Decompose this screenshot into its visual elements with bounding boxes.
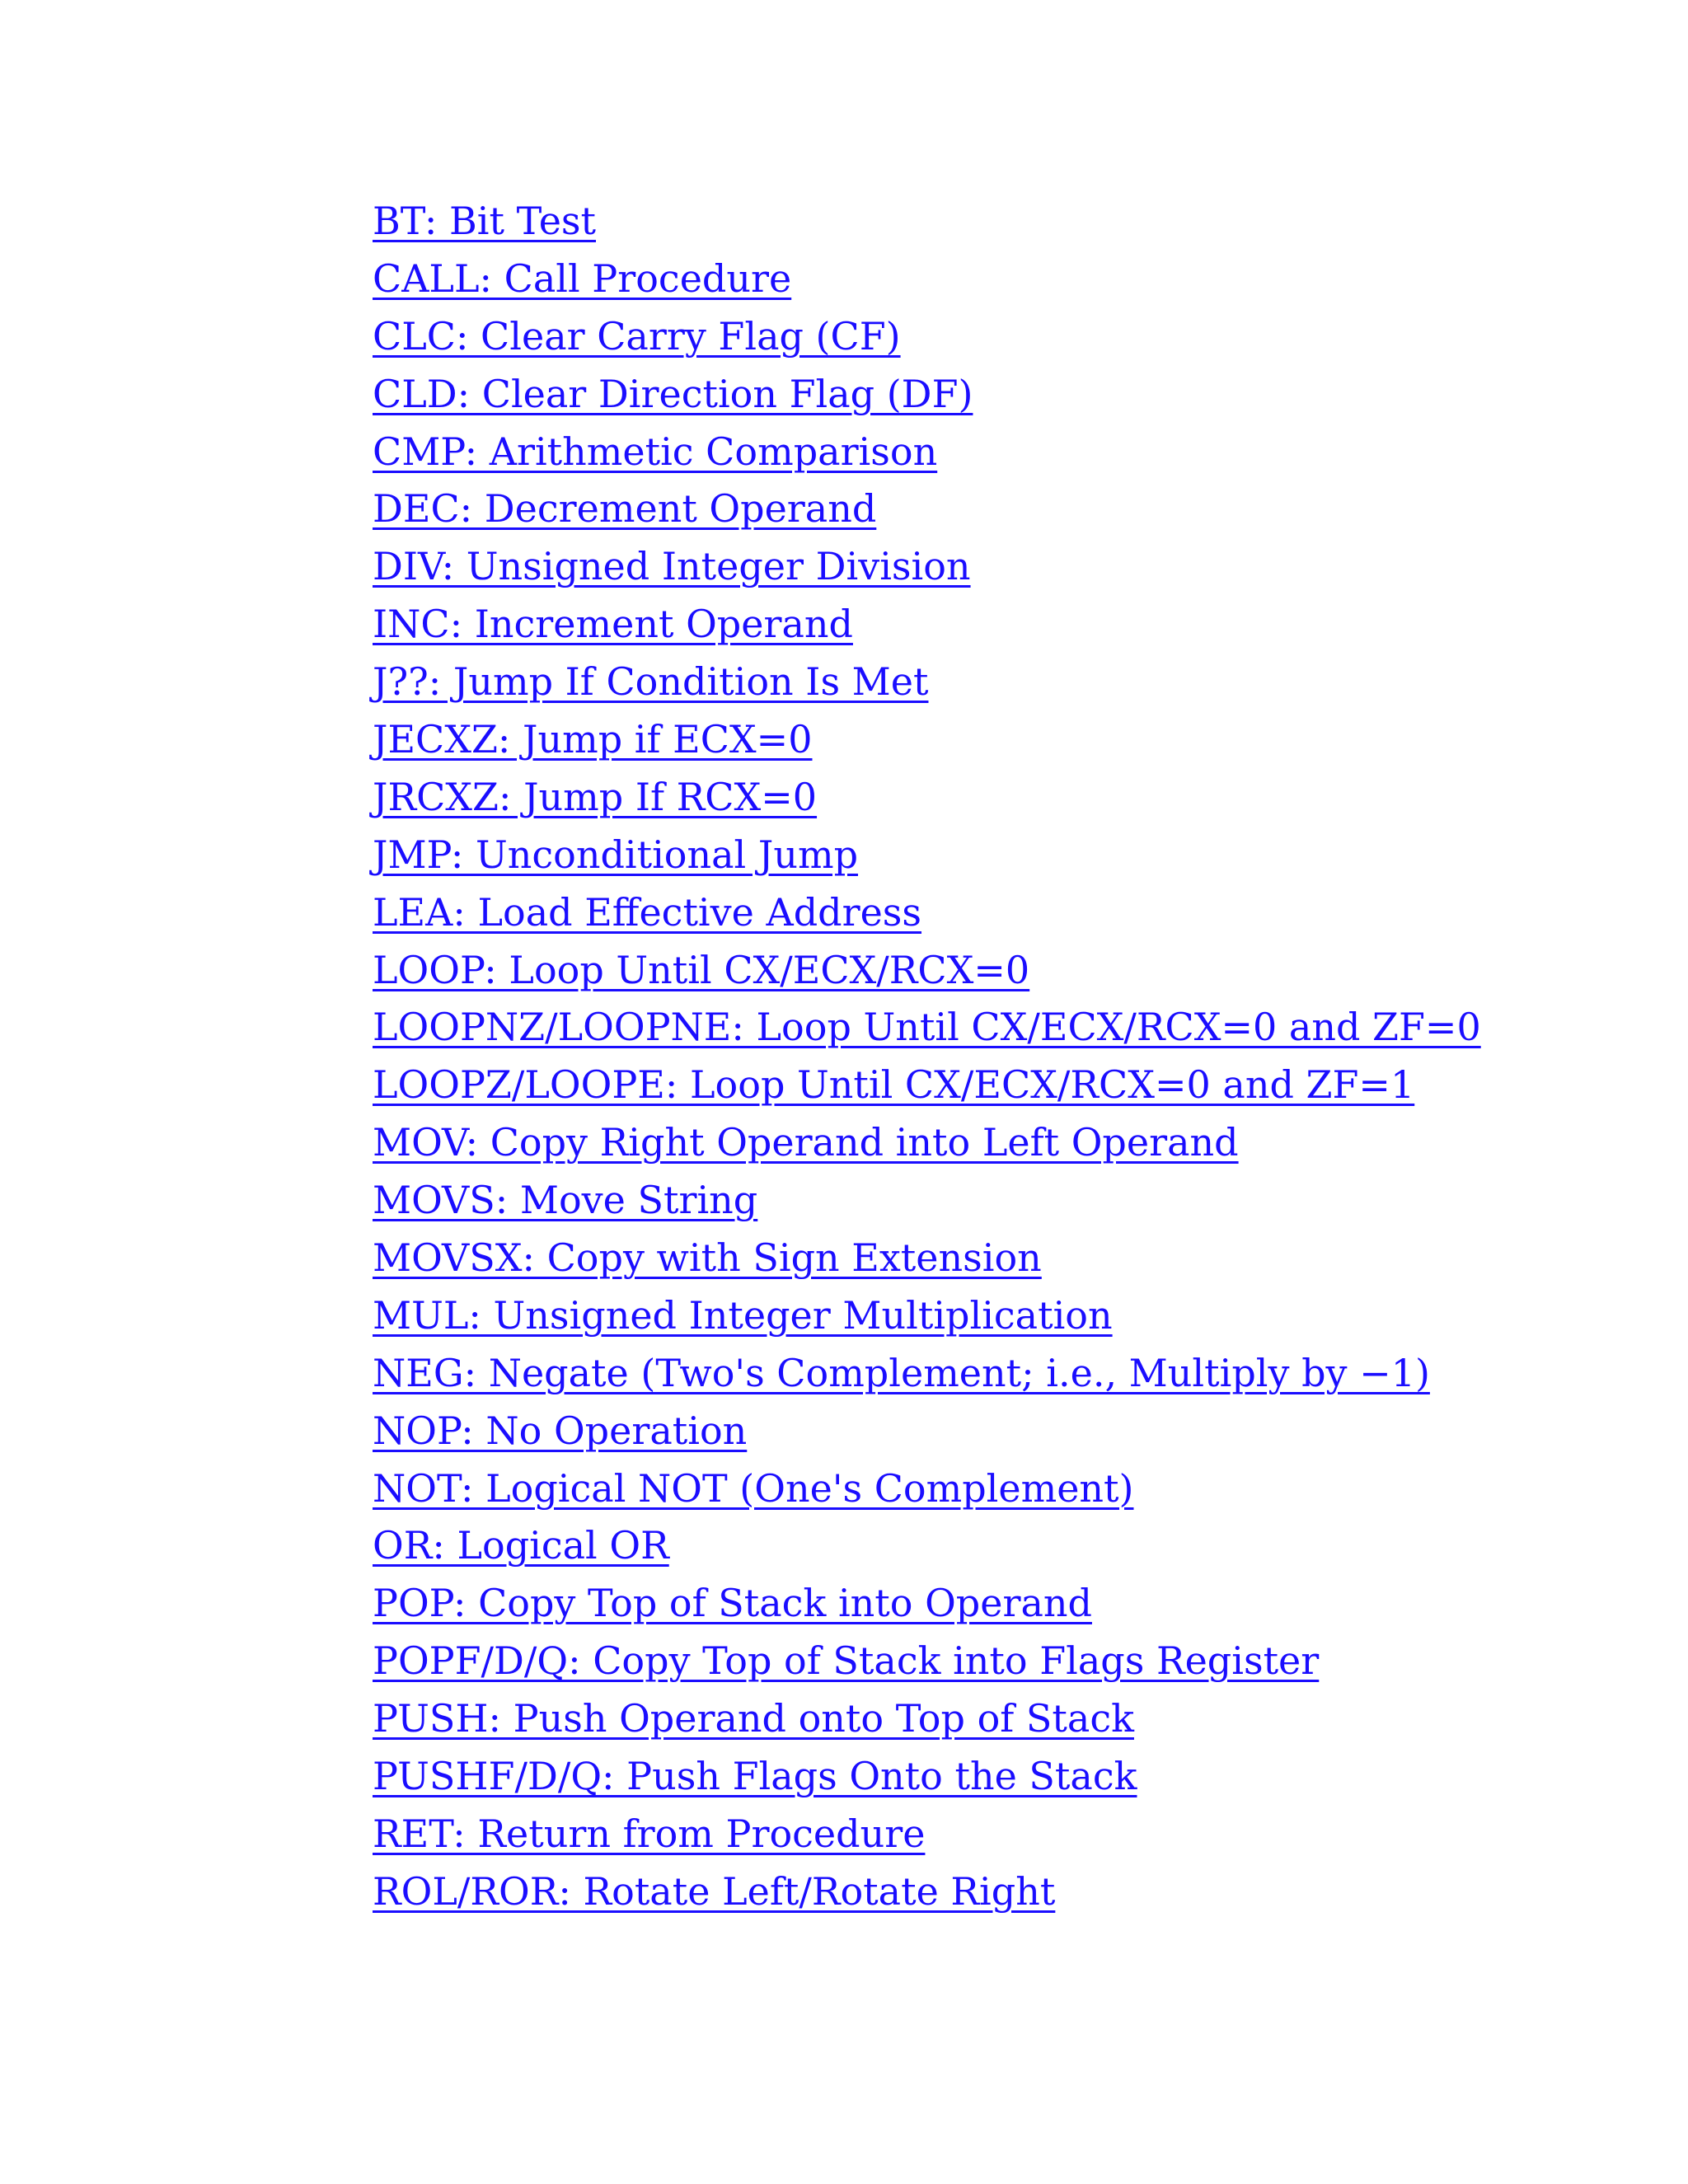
- list-item: [373, 1690, 1481, 1748]
- instruction-link-loopnz[interactable]: LOOPNZ/LOOPNE: Loop Until CX/ECX/RCX=0 and ZF=0: [373, 1005, 1481, 1050]
- instruction-link-cld[interactable]: CLD: Clear Direction Flag (DF): [373, 371, 973, 416]
- list-item: [373, 1114, 1481, 1172]
- instruction-link-jcc[interactable]: J??: Jump If Condition Is Met: [373, 659, 929, 705]
- instruction-link-bt[interactable]: BT: Bit Test: [373, 199, 597, 243]
- instruction-link-inc[interactable]: INC: Increment Operand: [373, 602, 853, 647]
- instruction-link-call[interactable]: CALL: Call Procedure: [373, 255, 792, 301]
- list-item: [373, 1403, 1481, 1460]
- instruction-link-loop[interactable]: LOOP: Loop Until CX/ECX/RCX=0: [373, 947, 1030, 992]
- instruction-link-dec[interactable]: DEC: Decrement Operand: [373, 486, 877, 532]
- instruction-link-mul[interactable]: MUL: Unsigned Integer Multiplication: [373, 1292, 1113, 1338]
- instruction-link-lea[interactable]: LEA: Load Effective Address: [373, 889, 922, 935]
- list-item: [373, 1575, 1481, 1633]
- instruction-link-or[interactable]: OR: Logical OR: [373, 1523, 669, 1568]
- instruction-link-rol-ror[interactable]: ROL/ROR: Rotate Left/Rotate Right: [373, 1868, 1056, 1914]
- list-item: [373, 1806, 1481, 1863]
- list-item: [373, 1748, 1481, 1806]
- instruction-link-not[interactable]: NOT: Logical NOT (One's Complement): [373, 1465, 1134, 1511]
- list-item: [373, 596, 1481, 654]
- instruction-link-cmp[interactable]: CMP: Arithmetic Comparison: [373, 429, 938, 474]
- instruction-link-jmp[interactable]: JMP: Unconditional Jump: [373, 832, 859, 877]
- list-item: [373, 769, 1481, 827]
- list-item: [373, 1863, 1481, 1921]
- instruction-link-neg[interactable]: NEG: Negate (Two's Complement; i.e., Multiply by −1): [373, 1350, 1430, 1395]
- instruction-link-clc[interactable]: CLC: Clear Carry Flag (CF): [373, 313, 901, 359]
- list-item: [373, 1460, 1481, 1518]
- instruction-link-push[interactable]: PUSH: Push Operand onto Top of Stack: [373, 1696, 1134, 1741]
- list-item: [373, 942, 1481, 1000]
- list-item: [373, 654, 1481, 711]
- instruction-link-pushf[interactable]: PUSHF/D/Q: Push Flags Onto the Stack: [373, 1754, 1137, 1799]
- list-item: [373, 884, 1481, 942]
- instruction-link-popf[interactable]: POPF/D/Q: Copy Top of Stack into Flags Register: [373, 1638, 1320, 1684]
- list-item: [373, 1057, 1481, 1114]
- instruction-link-ret[interactable]: RET: Return from Procedure: [373, 1811, 926, 1856]
- instruction-link-jecxz[interactable]: JECXZ: Jump if ECX=0: [373, 717, 813, 762]
- list-item: [373, 193, 1481, 251]
- list-item: [373, 1287, 1481, 1345]
- list-item: [373, 538, 1481, 596]
- list-item: [373, 1517, 1481, 1575]
- instruction-link-movsx[interactable]: MOVSX: Copy with Sign Extension: [373, 1235, 1042, 1281]
- list-item: [373, 1633, 1481, 1690]
- instruction-link-div[interactable]: DIV: Unsigned Integer Division: [373, 544, 971, 589]
- instruction-link-loopz[interactable]: LOOPZ/LOOPE: Loop Until CX/ECX/RCX=0 and ZF=1: [373, 1062, 1415, 1108]
- list-item: [373, 424, 1481, 481]
- instruction-link-list: [373, 193, 1481, 1921]
- list-item: [373, 827, 1481, 884]
- list-item: [373, 366, 1481, 424]
- list-item: [373, 480, 1481, 538]
- instruction-link-mov[interactable]: MOV: Copy Right Operand into Left Operand: [373, 1120, 1239, 1165]
- instruction-link-movs[interactable]: MOVS: Move String: [373, 1178, 758, 1223]
- list-item: [373, 1230, 1481, 1287]
- instruction-link-nop[interactable]: NOP: No Operation: [373, 1408, 748, 1453]
- list-item: [373, 251, 1481, 308]
- list-item: [373, 999, 1481, 1057]
- list-item: [373, 308, 1481, 366]
- list-item: [373, 711, 1481, 769]
- list-item: [373, 1172, 1481, 1230]
- instruction-link-pop[interactable]: POP: Copy Top of Stack into Operand: [373, 1581, 1092, 1626]
- instruction-link-jrcxz[interactable]: JRCXZ: Jump If RCX=0: [373, 774, 818, 819]
- list-item: [373, 1345, 1481, 1403]
